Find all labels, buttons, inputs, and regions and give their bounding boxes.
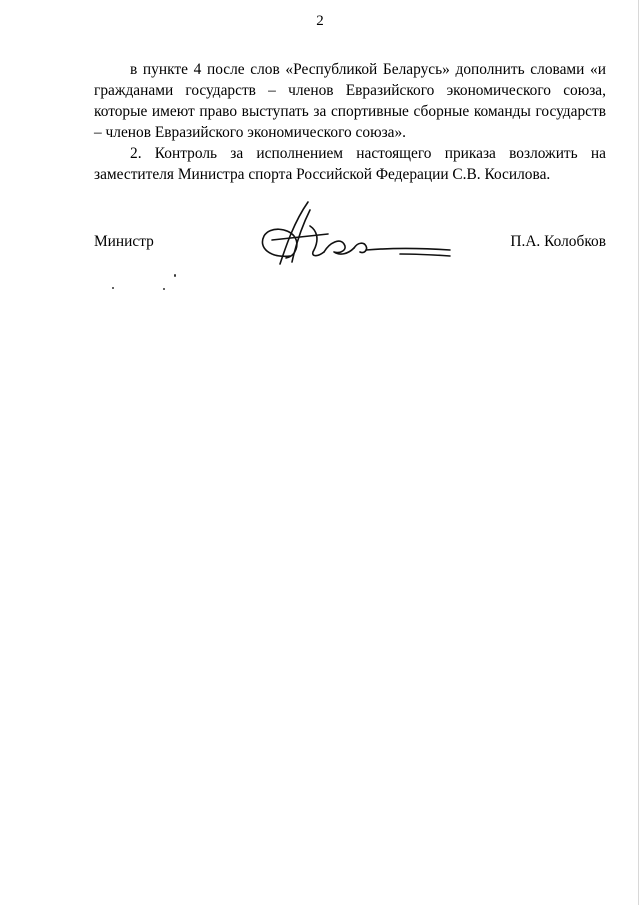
paragraph-amendment: в пункте 4 после слов «Республикой Беларусь» дополнить словами «и гражданами государств – членов Евразийского экономического союза, которые имеют право выступать за спортивные сборные команды государств – членов Евразийского экономического союза». (94, 61, 606, 141)
paragraph-control: 2. Контроль за исполнением настоящего приказа возложить на заместителя Министра спорта Российской Федерации С.В. Косилова. (94, 145, 606, 183)
scan-speck (174, 274, 176, 277)
page-number: 2 (316, 13, 324, 29)
handwritten-signature (250, 196, 460, 276)
scan-edge-line (638, 0, 639, 905)
scan-speck (112, 287, 114, 289)
scan-speck (163, 288, 165, 290)
signatory-name: П.А. Колобков (510, 233, 606, 250)
signatory-title: Министр (94, 233, 154, 250)
